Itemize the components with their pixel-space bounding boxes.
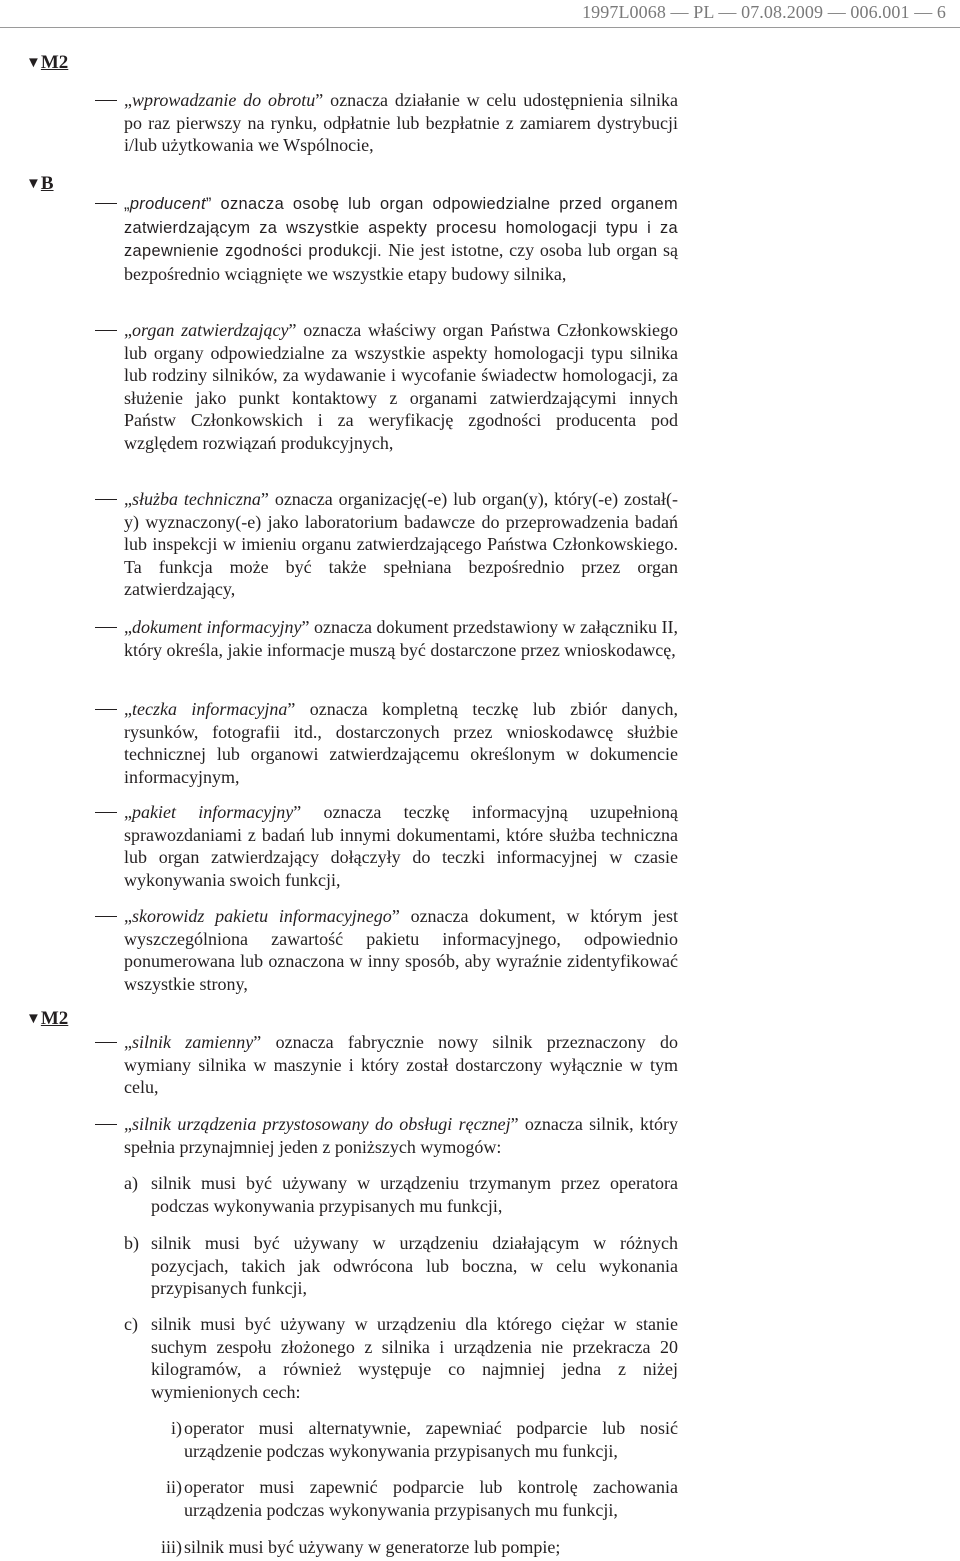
dash-bullet: [95, 812, 117, 813]
definition-paragraph: „teczka informacyjna” oznacza kompletną teczkę lub zbiór danych, rysunków, fotografii itd., dostarczonych przez wnioskodawcę służbie technicznej lub organowi zatwierdzającemu określonym w dokumencie informacyjnym,: [124, 699, 678, 787]
definition-text: oznacza silnik, który spełnia przynajmniej jeden z poniższych wymogów:: [124, 1114, 678, 1157]
item-text: silnik musi być używany w urządzeniu dla którego ciężar w stanie suchym zespołu złożonego z silnika i urządzenia nie przekracza 20 kilogramów, a również występuje co najmniej jedna z niżej wymienionych cech:: [151, 1314, 678, 1402]
dash-bullet: [95, 100, 117, 101]
subitem-label: i): [171, 1418, 182, 1438]
defined-term: dokument informacyjny: [132, 617, 302, 637]
amendment-marker-b: [26, 173, 54, 196]
dash-bullet: [95, 330, 117, 331]
defined-term: silnik urządzenia przystosowany do obsługi ręcznej: [132, 1114, 511, 1134]
definition-text: oznacza teczkę informacyjną uzupełnioną sprawozdaniami z badań lub innymi dokumentami, które służba techniczna lub organ zatwierdzający dołączyły do teczki informacyjnej w czasie wykonywania swoich funkcji,: [124, 802, 678, 890]
triangle-down-icon: ▼: [26, 1011, 41, 1027]
defined-term: silnik zamienny: [132, 1032, 254, 1052]
dash-bullet: [95, 499, 117, 500]
definition-paragraph: „wprowadzanie do obrotu” oznacza działanie w celu udostępnienia silnika po raz pierwszy na rynku, odpłatnie lub bezpłatnie z zamiarem dystrybucji i/lub użytkowania we Wspólnocie,: [124, 90, 678, 156]
dash-bullet: [95, 916, 117, 917]
header-rule: [0, 27, 960, 28]
triangle-down-icon: ▼: [26, 55, 41, 71]
definition-paragraph: „silnik zamienny” oznacza fabrycznie nowy silnik przeznaczony do wymiany silnika w maszynie i który został dostarczony wyłącznie w tym celu,: [124, 1032, 678, 1098]
defined-term: producent: [129, 195, 206, 213]
definition-paragraph: „pakiet informacyjny” oznacza teczkę informacyjną uzupełnioną sprawozdaniami z badań lub innymi dokumentami, które służba techniczna lub organ zatwierdzający dołączyły do teczki informacyjnej w czasie wykonywania swoich funkcji,: [124, 802, 678, 890]
definition-paragraph: „skorowidz pakietu informacyjnego” oznacza dokument, w którym jest wyszczególniona zawartość pakietu informacyjnego, odpowiednio ponumerowana lub oznaczona w inny sposób, aby wyraźnie zidentyfikować wszystkie strony,: [124, 906, 678, 994]
list-item: [124, 1313, 678, 1405]
definition-text: oznacza kompletną teczkę lub zbiór danych, rysunków, fotografii itd., dostarczonych przez wnioskodawcę służbie technicznej lub organowi zatwierdzającemu określonym w dokumencie informacyjnym,: [124, 699, 678, 787]
definition-paragraph: „służba techniczna” oznacza organizację(-e) lub organ(y), który(-e) został(-y) wyznaczony(-e) jako laboratorium badawcze do przeprowadzenia badań lub inspekcji w imieniu organu zatwierdzającego Państwa Członkowskiego. Ta funkcja może być także spełniana bezpośrednio przez organ zatwierdzający,: [124, 489, 678, 600]
dash-bullet: [95, 203, 117, 204]
list-subitem: [150, 1536, 678, 1560]
item-label: b): [124, 1233, 139, 1253]
definition-text: oznacza fabrycznie nowy silnik przeznaczony do wymiany silnika w maszynie i który został dostarczony wyłącznie w tym celu,: [124, 1032, 678, 1098]
triangle-down-icon: ▼: [26, 176, 41, 192]
amendment-marker-m2: [26, 1008, 68, 1031]
definition-text: oznacza organizację(-e) lub organ(y), który(-e) został(-y) wyznaczony(-e) jako laboratorium badawcze do przeprowadzenia badań lub inspekcji w imieniu organu zatwierdzającego Państwa Członkowskiego. Ta funkcja może być także spełniana bezpośrednio przez organ zatwierdzający,: [124, 489, 678, 600]
definition-text: oznacza działanie w celu udostępnienia silnika po raz pierwszy na rynku, odpłatnie lub bezpłatnie z zamiarem dystrybucji i/lub użytkowania we Wspólnocie,: [124, 90, 678, 156]
definition-paragraph: „dokument informacyjny” oznacza dokument przedstawiony w załączniku II, który określa, jakie informacje muszą być dostarczone przez wnioskodawcę,: [124, 617, 678, 660]
page-header: 1997L0068 — PL — 07.08.2009 — 006.001 — 6: [582, 2, 946, 22]
definition-text: oznacza dokument przedstawiony w załączniku II, który określa, jakie informacje muszą być dostarczone przez wnioskodawcę,: [124, 617, 678, 660]
dash-bullet: [95, 1042, 117, 1043]
definition-paragraph: „organ zatwierdzający” oznacza właściwy organ Państwa Członkowskiego lub organy odpowiedzialne za wszystkie aspekty homologacji typu silnika lub rodziny silników, za wydawanie i wycofanie świadectw homologacji, za służenie jako punkt kontaktowy z organami zatwierdzającymi innych Państw Członkowskich i za weryfikację zgodności producenta pod względem rozwiązań produkcyjnych,: [124, 320, 678, 453]
dash-bullet: [95, 627, 117, 628]
definition-text: oznacza właściwy organ Państwa Członkowskiego lub organy odpowiedzialne za wszystkie aspekty homologacji typu silnika lub rodziny silników, za wydawanie i wycofanie świadectw homologacji, za służenie jako punkt kontaktowy z organami zatwierdzającymi innych Państw Członkowskich i za weryfikację zgodności producenta pod względem rozwiązań produkcyjnych,: [124, 320, 678, 453]
definition-paragraph: „silnik urządzenia przystosowany do obsługi ręcznej” oznacza silnik, który spełnia przynajmniej jeden z poniższych wymogów:: [124, 1114, 678, 1157]
subitem-text: operator musi alternatywnie, zapewniać podparcie lub nosić urządzenie podczas wykonywania przypisanych mu funkcji,: [184, 1418, 678, 1461]
amendment-marker-m2: [26, 52, 68, 75]
subitem-text: silnik musi być używany w generatorze lub pompie;: [184, 1537, 561, 1557]
defined-term: służba techniczna: [132, 489, 261, 509]
subitem-label: iii): [161, 1537, 182, 1557]
item-text: silnik musi być używany w urządzeniu działającym w różnych pozycjach, takich jak odwrócona lub boczna, w celu wykonania przypisanych funkcji,: [151, 1233, 678, 1299]
defined-term: skorowidz pakietu informacyjnego: [132, 906, 392, 926]
item-label: a): [124, 1173, 138, 1193]
item-text: silnik musi być używany w urządzeniu trzymanym przez operatora podczas wykonywania przypisanych mu funkcji,: [151, 1173, 678, 1216]
definition-text: Nie jest istotne, czy osoba lub organ są bezpośrednio wciągnięte we wszystkie etapy budowy silnika,: [124, 240, 678, 284]
item-label: c): [124, 1314, 138, 1334]
defined-term: wprowadzanie do obrotu: [132, 90, 316, 110]
dash-bullet: [95, 709, 117, 710]
list-subitem: [150, 1417, 678, 1463]
defined-term: organ zatwierdzający: [132, 320, 289, 340]
marker-label: B: [40, 173, 54, 194]
list-item: [124, 1232, 678, 1302]
definition-text: oznacza osobę lub organ odpowiedzialne przed organem zatwierdzającym za wszystkie aspekty procesu homologacji typu i za zapewnienie zgodności produkcji.: [124, 195, 678, 261]
subitem-text: operator musi zapewnić podparcie lub kontrolę zachowania urządzenia podczas wykonywania przypisanych mu funkcji,: [184, 1477, 678, 1520]
marker-label: M2: [40, 1008, 69, 1029]
marker-label: M2: [40, 52, 69, 73]
dash-bullet: [95, 1124, 117, 1125]
defined-term: pakiet informacyjny: [132, 802, 294, 822]
definition-paragraph: „producent” oznacza osobę lub organ odpowiedzialne przed organem zatwierdzającym za wszystkie aspekty procesu homologacji typu i za zapewnienie zgodności produkcji. Nie jest istotne, czy osoba lub organ są bezpośrednio wciągnięte we wszystkie etapy budowy silnika,: [124, 195, 678, 284]
definition-text: oznacza dokument, w którym jest wyszczególniona zawartość pakietu informacyjnego, odpowiednio ponumerowana lub oznaczona w inny sposób, aby wyraźnie zidentyfikować wszystkie strony,: [124, 906, 678, 994]
subitem-label: ii): [166, 1477, 182, 1497]
list-subitem: [150, 1476, 678, 1522]
defined-term: teczka informacyjna: [132, 699, 288, 719]
